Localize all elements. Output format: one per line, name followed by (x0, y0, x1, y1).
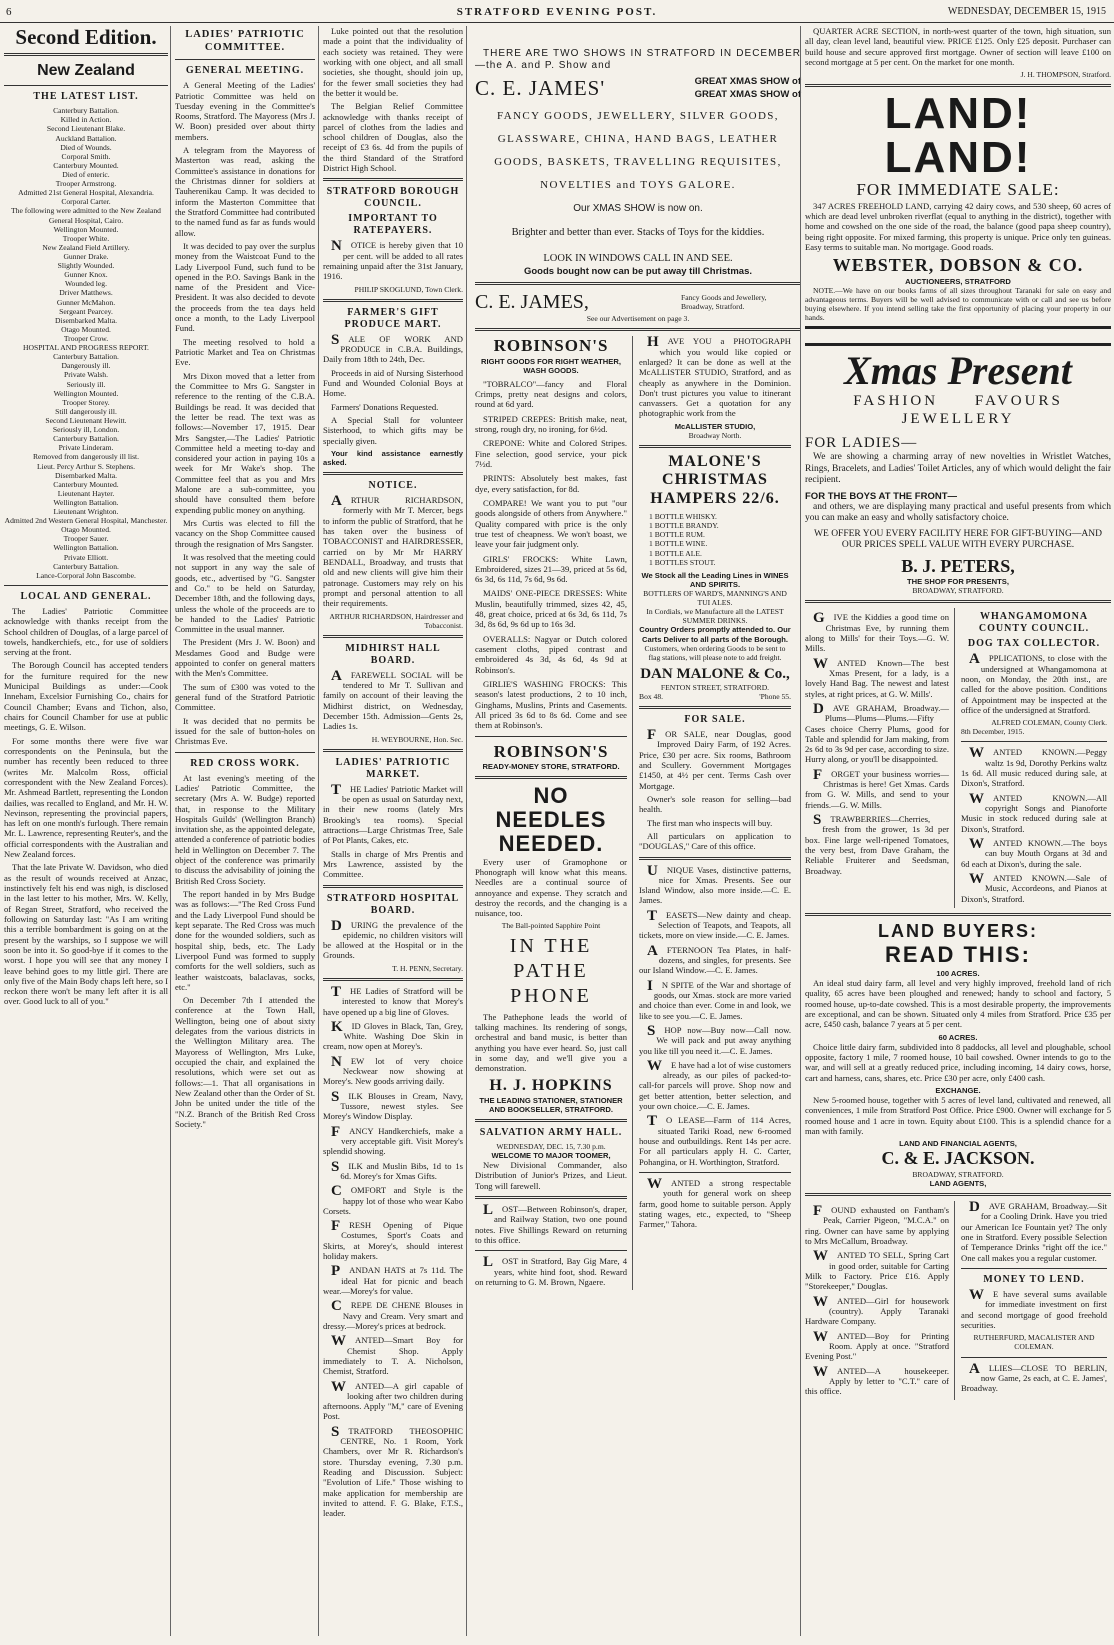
hospital-notice: DURING the prevalence of the epidemic, no children visitors will be allowed at the Hospital or in the Grounds. (323, 917, 463, 961)
list-item: Removed from dangerously ill list. (32, 452, 140, 462)
midhirst-signature: H. WEYBOURNE, Hon. Sec. (371, 734, 463, 744)
money-signature: RUTHERFURD, MACALISTER AND COLEMAN. (973, 1333, 1095, 1352)
jackson-name: C. & E. JACKSON. (881, 1148, 1035, 1169)
list-item: Disembarked Malta. (55, 315, 117, 325)
lost-notes: LOST—Between Robinson's, draper, and Railway Station, two one pound notes. Five Shillings Reward on returning to this office. (475, 1202, 627, 1245)
general-meeting-heading: GENERAL MEETING. (185, 65, 305, 77)
robinsons-item: CREPONE: White and Colored Stripes. Fine selection, good service, your pick 7½d. (475, 438, 627, 470)
robinsons-item: PRINTS: Absolutely best makes, fast dye, every satisfaction, for 8d. (475, 473, 627, 494)
hamper-item: 1 BOTTLE ALE. (649, 548, 702, 558)
robinsons-item: GIRLS' FROCKS: White Lawn, Embroidered, sizes 21—39, priced at 5s 6d, 6s 3d, 6s 11d, 7s 6d, 9s 6d. (475, 553, 627, 585)
list-item: Corporal Carter. (61, 197, 111, 207)
lease-advert: TO LEASE—Farm of 114 Acres, situated Tariki Road, new 6-roomed house and outbuildings. Rent 14s per acre. For all particulars apply H. C. Carter, Pohangina, or H. Worthington, Stratford. (639, 1113, 791, 1167)
goods-bought-now: Goods bought now can be put away till Christmas. (523, 265, 753, 277)
robinsons-sub: RIGHT GOODS FOR RIGHT WEATHER, (481, 356, 621, 366)
news-paragraph: On December 7th I attended the conference at the Town Hall, Wellington, being one of about sixty delegates from the various districts in the Wellington Military area. The Mayoress of Wellington, Mrs Luke, occupied the chair, and explained the resolutions, which were set out as follows:—1. That all organisations in New Zealand other than the Order of St. John be united under the title of the "N.Z. Branch of the British Red Cross Society." (175, 995, 315, 1129)
malone-name: DAN MALONE & Co., (640, 665, 790, 682)
great-xmas-show-2: GREAT XMAS SHOW of (694, 88, 801, 100)
borough-council-heading: STRATFORD BOROUGH COUNCIL. (326, 186, 460, 210)
robinsons-item: "TOBRALCO"—fancy and Floral Crimps, pretty neat designs and colors, round at 6d yard. (475, 378, 627, 410)
james-small-ads (639, 862, 791, 1112)
list-item: Wounded leg. (65, 279, 107, 289)
decorative-border (805, 326, 1111, 346)
small-advert: WANTED—Girl for housework (country). Apply Taranaki Hardware Company. (805, 1293, 949, 1327)
whanga-date: 8th December, 1915. (961, 727, 1025, 737)
malone-column (639, 336, 791, 1290)
wanted-youth: WANTED a strong respectable youth for general work on sheep farm, good home to suitable person. Apply stating wages, etc., expected, to "Sheep Farmer," Tahora. (639, 1175, 791, 1230)
boys-text: and others, we are displaying many practical and useful presents from which you can make an easy and wholly satisfactory choice. (805, 502, 1111, 524)
list-item: Died of enteric. (62, 170, 110, 179)
list-item: Sergeant Pearcey. (59, 306, 113, 316)
acres-100-text: An ideal stud dairy farm, all level and very highly improved, freehold land of rich quality, 65 acres have been ploughed and renewed; handy to school and factory, 5 roomed house, up-to-date cowshed. This is a most desirable property, the improvements are exceptional, and can be shown. Situated only 4 miles from Stratford. Price £35 per acre, £450 cash, balance 7 years at 5 per cent. (805, 977, 1111, 1030)
land-heading: LAND! LAND! (884, 89, 1032, 183)
for-sale-heading: FOR SALE. (684, 714, 746, 726)
news-paragraph: The Ladies' Patriotic Committee acknowledge with thanks receipt from the School children of Douglas, of a large parcel of towels, handkerchiefs, etc., for use of soldiers serving at the front. (4, 605, 168, 658)
red-cross-report (175, 773, 315, 1130)
list-item: Canterbury Mounted. (53, 160, 119, 170)
edition-heading: Second Edition. (15, 26, 157, 49)
news-paragraph: That the late Private W. Davidson, who died as the result of wounds received at Anzac, instinctively felt his end was nigh, is disclosed in the last letter to his mother, Mrs. W. Kelly, of Regan Street, Stratford, who received the following on Saturday last: "As I am writing this a terrible bombardment is going on at the present by the warships, so I suppose we will soon be into it. So good-bye if it comes to the worst. I hope you will see that any money I leave behind goes to my little girl. There are only five of the Main Body chaps left here, so I reckon there won't be many left after it is all over. Good luck to all of you." (4, 862, 168, 1007)
small-advert: DAVE GRAHAM, Broadway.—Plums—Plums—Plums.—Fifty Cases choice Cherry Plums, good for Table and splendid for Jam making, from 2s 6d to 3s 9d per case, according to size. Hurry along, or you'll be disappointed. (805, 700, 949, 765)
list-item: Trooper Crow. (63, 333, 109, 343)
acres-60: 60 ACRES. (938, 1032, 978, 1042)
news-paragraph: The Borough Council has accepted tenders for the furniture required for the new Municipal Buildings as under:—Cook Inneham, Excelsior Furnishing Co., chairs for Council Chamber; Evans and Tichon, also, chairs for Council Chamber for use at public meetings, G. E. Wilson. (4, 660, 168, 733)
newspaper-title: STRATFORD EVENING POST. (456, 6, 658, 18)
news-paragraph: The meeting resolved to hold a Patriotic Market and Tea on Christmas Eve. (175, 336, 315, 368)
hopkins-sub: THE LEADING STATIONER, STATIONER AND BOOKSELLER, STRATFORD. (479, 1095, 623, 1114)
small-advert: IN SPITE of the War and shortage of goods, our Xmas. stock are more varied and choice than ever. Come in and look, we like to see you.—C. E. James. (639, 977, 791, 1021)
small-advert: FOUND exhausted on Fantham's Peak, Carrier Pigeon, "M.C.A." on ring. Owner can have same by applying to Mrs McCallum, Broadway. (805, 1203, 949, 1247)
hamper-item: 1 BOTTLE WINE. (649, 539, 708, 549)
list-item: Slightly Wounded. (57, 261, 115, 271)
read-this-heading: READ THIS: (885, 942, 1031, 968)
red-cross-heading: RED CROSS WORK. (190, 757, 300, 769)
list-item: Gunner Knox. (64, 270, 108, 280)
mart-proceeds: Proceeds in aid of Nursing Sisterhood Fund and Wounded Colonial Boys at Home. (323, 367, 463, 399)
list-item: Wellington Mounted. (53, 388, 119, 398)
section-heading: New Zealand (37, 62, 135, 80)
webster-dobson: WEBSTER, DOBSON & CO. (832, 255, 1084, 276)
column-3 (318, 26, 467, 1636)
list-item: Gunner McMahon. (56, 297, 116, 307)
list-item: Private Linderam. (58, 443, 114, 453)
list-item: Private Walsh. (64, 370, 108, 380)
hamper-item: 1 BOTTLE RUM. (649, 530, 705, 540)
list-item: Trooper Sauer. (63, 534, 109, 544)
farewell-social: AFAREWELL SOCIAL will be tendered to Mr T. Sullivan and family on account of their leaving the Midhirst district, on Wednesday, December 15th. Admission—Gents 2s, Ladies 1s. (323, 667, 463, 732)
malone-box: Box 48. (639, 692, 664, 701)
small-advert: THE Ladies of Stratford will be interested to know that Morey's have opened up a big line of Gloves. (323, 983, 463, 1017)
brighter-text: Brighter and better than ever. Stacks of Toys for the kiddies. (511, 226, 765, 238)
list-item: Trooper Armstrong. (55, 179, 117, 189)
small-advert: WE have had a lot of wise customers already, as our piles of packed-to-call-for parcels will prove. Shop now and get better attention, better selection, and your own choice.—C. E. James. (639, 1057, 791, 1112)
list-item: Disembarked Malta. (55, 470, 117, 480)
robinsons-item: GIRLIE'S WASHING FROCKS: This season's latest productions, 2 to 10 inch, Ginghams, Muslins, Prints and Casements. All priced 3s 6d to 8s 6d. Come and see them at Robinson's. (475, 678, 627, 731)
xmas-present-heading: Xmas Present (844, 348, 1072, 394)
list-item: HOSPITAL AND PROGRESS REPORT. (23, 343, 149, 353)
meeting-report (175, 80, 315, 746)
fashion-favours: FASHION FAVOURS (853, 393, 1063, 410)
thompson-signature: J. H. THOMPSON, Stratford. (1020, 70, 1111, 80)
news-paragraph: Mrs Dixon moved that a letter from the Committee to Mrs G. Sangster in reference to the renting of the C.B.A. Buildings be read. It was decided that the letter be read. The text was as follows:—November 17, 1915. Dear Mrs Sangster,—The Ladies' Patriotic Committee held a meeting to-day and considered your action in paying 10s a week for Mr Wake's shop. The Committee feel that as you and Mrs Malone are a sub-committee, you should have consulted them before expending public money on anything. (175, 370, 315, 515)
left-small-ads (805, 612, 949, 876)
xmas-show-now-on: Our XMAS SHOW is now on. (573, 202, 703, 214)
robinsons-title-2: ROBINSON'S (493, 741, 609, 761)
rates-notice: NOTICE is hereby given that 10 per cent. will be added to all rates remaining unpaid after the 31st January, 1916. (323, 238, 463, 282)
small-advert: TEASETS—New dainty and cheap. Selection of Teapots, and Teapots, all tickets, more on view inside.—C. E. James. (639, 907, 791, 941)
auctioneers: AUCTIONEERS, STRATFORD (905, 276, 1011, 286)
for-boys: FOR THE BOYS AT THE FRONT— (805, 490, 957, 502)
small-advert: WANTED KNOWN.—Peggy waltz 1s 9d, Dorothy Perkins waltz 1s 6d. All music reduced during sale, at Dixon's, Stratford. (961, 745, 1107, 789)
midhirst-heading: MIDHIRST HALL BOARD. (345, 642, 441, 666)
whanga-applications: APPLICATIONS, to close with the undersigned at Whangamomona at noon, on Monday, the 20th inst., are called for the above position. Conditions of Appointment may be inspected at the office of the undersigned at Stratford. (961, 651, 1107, 715)
news-paragraph: It was decided that no permits be issued for the sale of button-holes on Christmas Eve. (175, 715, 315, 747)
lost-mare: LOST in Stratford, Bay Gig Mare, 4 years, white hind foot, shod. Reward on returning to G. M. Brown, Ngaere. (475, 1254, 627, 1287)
list-item: Admitted 2nd Western General Hospital, Manchester. (4, 516, 168, 526)
quarter-acre: QUARTER ACRE SECTION, in north-west quarter of the town, high situation, sun all day, clean level land, beautiful view. PRICE £125. Only £25 deposit. Purchaser can build house and secure approved first mortgage. Owner of section will leave £100 on second mortgage at 5 per cent. On the market for one month. (805, 26, 1111, 67)
list-item: Still dangerously ill. (55, 406, 117, 416)
small-advert: COMFORT and Style is the happy lot of those who wear Kabo Corsets. (323, 1183, 463, 1216)
coleman-signature: ALFRED COLEMAN, County Clerk. (991, 718, 1107, 728)
latest-list-heading: THE LATEST LIST. (33, 91, 139, 103)
pathe-line-2: PATHE (513, 959, 589, 982)
list-item: New Zealand Field Artillery. (42, 242, 130, 252)
pathe-line-1: IN THE (509, 934, 593, 957)
news-paragraph: The sum of £300 was voted to the general fund of the Stratford Patriotic Committee. (175, 681, 315, 713)
small-advert: WANTED KNOWN.—The boys can buy Mouth Organs at 3d and 6d each at Dixon's, during the sale. (961, 835, 1107, 869)
list-item: Killed in Action. (60, 115, 112, 125)
robinsons-store: READY-MONEY STORE, STRATFORD. (482, 761, 620, 771)
peters-address: BROADWAY, STRATFORD. (912, 586, 1004, 596)
small-advert: WANTED KNOWN.—All copyright Songs and Pianoforte Music in stock reduced during sale at Dixon's, Stratford. (961, 790, 1107, 834)
news-paragraph: It was resolved that the meeting could not support in any way the sale of goods, etc., advertised by "G. Sangster and Co." to be held on Saturday, December 18th, and the following days, unless the whole of the proceeds are to be handed to the Ladies' Patriotic Committee in the usual manner. (175, 551, 315, 635)
news-paragraph: For some months there were five war correspondents on the Peninsula, but the number has recently been reduced to three (writes Mr. Malcolm Ross, official correspondent with the New Zealand Forces). Mr. Ashmead Bartlett, representing the London dailies, was recalled to England, and Mr. H. W. Nevinson, representing the provincial papers, has left on one month's furlough. There remain Mr. L. Lawrence, representing Reuter's, and the official correspondents with the Australian and New Zealand forces. (4, 735, 168, 860)
small-advert: KID Gloves in Black, Tan, Grey, White. Washing Doe Skin in cream, now open at Morey's. (323, 1018, 463, 1052)
list-item: Driver Matthews. (59, 288, 113, 298)
james-name: C. E. JAMES' (475, 76, 606, 100)
news-paragraph: At last evening's meeting of the Ladies' Patriotic Committee, the secretary (Mrs A. W. Budge) reported that, in response to the Military Hospitals Guilds' (Wellington Branch) invitation she, as the appointed delegate, attended a conference of patriotic bodies held in Wellington on December 7. The object of the conference was primarily to discuss the advisability of joining the British Red Cross Society. (175, 772, 315, 886)
two-shows-intro: THERE ARE TWO SHOWS IN STRATFORD IN DECEMBER—the A. and P. Show and (475, 48, 801, 71)
pathe-line-3: PHONE (510, 984, 592, 1007)
small-advert: GIVE the Kiddies a good time on Christmas Eve, by running them along to Mills' for their Toys.—G. W. Mills. (805, 610, 949, 654)
malone-address: FENTON STREET, STRATFORD. (660, 682, 770, 692)
jackson-land-agents: LAND AGENTS, (929, 1179, 987, 1189)
small-advert: NEW lot of very choice Neckwear now showing at Morey's. New goods arriving daily. (323, 1053, 463, 1087)
richardson-notice: ARTHUR RICHARDSON, formerly with Mr T. Mercer, begs to inform the public of Stratford, that he has taken over the business of TOBACCONIST and HAIRDRESSER, carried on by Mr Mr HARRY BENDALL, Broadway, and trusts that old and new clients will give him their patronage. Customers may rely on his prompt and personal attention to all their requirements. (323, 493, 463, 609)
land-agents-heading: LAND AND FINANCIAL AGENTS, (899, 1139, 1017, 1149)
hamper-list (649, 512, 791, 567)
cordials: In Cordials, we Manufacture all the LATEST SUMMER DRINKS. (646, 607, 784, 626)
customers-note: Customers, when ordering Goods to be sent to flag stations, will please note to add freight. (644, 643, 786, 662)
belgian-relief-text (323, 26, 463, 173)
patriotic-market-text: THE Ladies' Patriotic Market will be open as usual on Saturday next, in their new rooms (lately Mrs Brooking's tea rooms). Special attractions—Large Christmas Tree, Sale of Pot Plants, Cakes, etc. (323, 781, 463, 846)
list-item: Second Lieutenant Hewitt. (45, 415, 127, 425)
column-2 (170, 26, 319, 1636)
small-advert: WANTED Known—The best Xmas Present, for a lady, is a lovely Hand Bag. The newest and latest styles, at right prices, at G. W. Mills'. (805, 655, 949, 699)
douglas-farm: FOR SALE, near Douglas, good Improved Dairy Farm, of 192 Acres. Price, £30 per acre. Six rooms, Bathroom and Scullery. Government Mortgages £1450, at 4½ per cent. Terms Cash over Mortgage. (639, 727, 791, 791)
mart-assistance: Your kind assistance earnestly asked. (323, 448, 463, 467)
bottom-right-ads (961, 1201, 1107, 1400)
money-text: WE have several sums available for immediate investment on first and second mortgage of good freehold securities. (961, 1287, 1107, 1330)
exchange-heading: EXCHANGE. (935, 1085, 981, 1095)
list-item: Canterbury Battalion. (53, 434, 119, 444)
small-advert: SILK and Muslin Bibs, 1d to 1s 6d. Morey's for Xmas Gifts. (331, 1158, 463, 1181)
mart-special-stall: A Special Stall for volunteer Sisterhood, to which gifts may be specially given. (323, 414, 463, 446)
james-name-2: C. E. JAMES, (475, 291, 589, 314)
list-item: Second Lieutenant Blake. (46, 124, 126, 134)
list-item: Seriously ill. (66, 379, 106, 389)
mcallister-studio: McALLISTER STUDIO, (674, 421, 756, 431)
patriotic-committee-heading: LADIES' PATRIOTIC COMMITTEE. (185, 29, 305, 53)
acres-100: 100 ACRES. (936, 968, 980, 978)
patriotic-market-heading: LADIES' PATRIOTIC MARKET. (335, 756, 451, 780)
whanga-heading: WHANGAMOMONA COUNTY COUNCIL. (978, 611, 1090, 635)
local-general-text (4, 606, 168, 1007)
robinsons-title: ROBINSON'S (493, 336, 609, 356)
list-item: Otago Mounted. (61, 324, 111, 334)
ladies-text: We are showing a charming array of new novelties in Wristlet Watches, Rings, Bracelets, and Ladies' Toilet Articles, any of which would delight the fair recipient. (805, 452, 1111, 486)
acres-60-text: Choice little dairy farm, subdivided into 8 paddocks, all level and ploughable, school opposite, factory 1 mile, 7 roomed house, 10 bail cowshed. Owner intends to go to the war, and will sell at a greatly reduced price, including incoming, 14 dairy cows, horse, cart and harness, cans, shares, etc. Price £30 per acre, only £400 cash. (805, 1041, 1111, 1083)
list-item: Admitted 21st General Hospital, Alexandria. (18, 188, 154, 198)
robinsons-items (475, 379, 627, 731)
hopkins-name: H. J. HOPKINS (489, 1077, 613, 1095)
list-item: Wellington Battalion. (53, 497, 119, 507)
list-item: Canterbury Battalion. (53, 561, 119, 571)
robinsons-item: STRIPED CREPES: British make, neat, strong, rough dry, no ironing, for 6½d. (475, 413, 627, 435)
allies-game: ALLIES—CLOSE TO BERLIN, now Game, 2s each, at C. E. James', Broadway. (961, 1360, 1107, 1394)
town-clerk-signature: PHILIP SKOGLUND, Town Clerk. (354, 284, 463, 294)
produce-mart-heading: FARMER'S GIFT PRODUCE MART. (344, 306, 442, 330)
news-paragraph: It was decided to pay over the surplus money from the Waistcoat Fund to the Lady Liverpool Fund, such fund to be opened in the P.O. Savings Bank in the name of the President and Vice-President. It was also decided to devote the proceeds from the tea days held once a month, to the Lady Liverpool Fund. (175, 240, 315, 334)
small-advert: CREPE DE CHENE Blouses in Navy and Cream. Very smart and dressy.—Morey's prices at bedrock. (323, 1298, 463, 1331)
list-item: Otago Mounted. (61, 525, 111, 535)
small-advert: SHOP now—Buy now—Call now. We will pack and put away anything you like till you need it.—C. E. James. (639, 1022, 791, 1056)
sale-reason: Owner's sole reason for selling—bad health. (639, 793, 791, 815)
salvation-heading: SALVATION ARMY HALL. (479, 1126, 623, 1138)
hospital-board-heading: STRATFORD HOSPITAL BOARD. (326, 892, 460, 916)
land-buyers-heading: LAND BUYERS: (877, 920, 1038, 941)
column-6 (800, 26, 1114, 1636)
for-ladies: FOR LADIES— (805, 435, 918, 452)
list-item: Lieutenant Hayter. (57, 488, 115, 498)
pathe-text: The Pathephone leads the world of talking machines. Its rendering of songs, orchestral and band music, is better than anything you have ever heard. So, just call in some day, and we'll give you a demonstration. (475, 1011, 627, 1074)
small-advert: SILK Blouses in Cream, Navy, Tussore, newest styles. See Morey's Window Display. (323, 1088, 463, 1122)
news-paragraph: Mrs Curtis was elected to fill the vacancy on the Shop Committee caused through the resignation of Mrs Sangster. (175, 518, 315, 549)
freehold-land-text: 347 ACRES FREEHOLD LAND, carrying 42 dairy cows, and 530 sheep, 60 acres of which are dead level unbroken riverflat (equal to anything in the district), together with home and cowshed on the one side of the road, the balance (good papa sheep country), being right opposite. For mixed farming, this property is unique. Price only ten guineas. Easy terms to suitable man. No mortgage. Good roads. (805, 200, 1111, 252)
sale-first-man: The first man who inspects will buy. (647, 817, 773, 828)
dixon-small-ads (961, 747, 1107, 903)
richardson-signature: ARTHUR RICHARDSON, Hairdresser and Tobacconist. (329, 611, 463, 630)
list-item: Gunner Drake. (63, 251, 109, 261)
mills-graham-ads (805, 608, 955, 907)
small-advert: FORGET your business worries—Christmas is here! Get Xmas. Cards from G. W. Mills, and send to your friends.—G. W. Mills. (805, 766, 949, 810)
see-advertisement: See our Advertisement on page 3. (586, 314, 690, 324)
peters-sub: THE SHOP FOR PRESENTS, (907, 577, 1009, 587)
column-4 (466, 26, 809, 1636)
small-advert: WANTED—A girl capable of looking after two children during afternoons. Apply "M," care of Evening Post. (323, 1378, 463, 1422)
country-orders: Country Orders promptly attended to. Our Carts Deliver to all parts of the Borough. (639, 625, 791, 644)
malone-phone: 'Phone 55. (759, 692, 791, 701)
news-paragraph: A telegram from the Mayoress of Masterton was read, asking the Committee's assistance in donations for the Christmas dinner for soldiers at Tauherenikau Camp. It was decided to inform the Masterton Committee that the Stratford Committee had contributed to the named fund as far as funds would allow. (175, 145, 315, 238)
small-advert: WANTED TO SELL, Spring Cart in good order, suitable for Carting Milk to Factory. Price £16. Apply "Storekeeper," Douglas. (805, 1248, 949, 1292)
small-advert: UNIQUE Vases, distinctive patterns, nice for Xmas. Presents. See our Island Window, also more inside.—C. E. James. (639, 862, 791, 906)
list-item: Trooper White. (62, 233, 110, 243)
jackson-address: BROADWAY, STRATFORD. (912, 1169, 1004, 1179)
sale-particulars: All particulars on application to "DOUGLAS," Care of this office. (639, 830, 791, 852)
welcome-toomer: WELCOME TO MAJOR TOOMER, (491, 1150, 611, 1160)
small-advert: WANTED—A housekeeper. Apply by letter to "C.T." care of this office. (805, 1363, 949, 1397)
news-paragraph: The President (Mrs J. W. Boon) and Mesdames Good and Budge were appointed to confer on general matters with the Men's Committee. (175, 637, 315, 679)
list-item: Died of Wounds. (60, 142, 112, 152)
hamper-item: 1 BOTTLES STOUT. (649, 557, 716, 567)
bottom-left-ads (805, 1201, 955, 1400)
photo-advert: HAVE YOU a PHOTOGRAPH which you would like copied or enlarged? It can be done as well at the McALLISTER STUDIO, Stratford, and as cheaply as anywhere in the Dominion. Don't trust pictures you value to itinerant canvassers. Get a quotation for any photographic work from the (639, 334, 791, 419)
hamper-item: 1 BOTTLE WHISKY. (649, 512, 717, 522)
column-1 (4, 26, 168, 1636)
robinsons-item: COMPARE! We want you to put "our goods alongside of others from Anywhere." Quality compared with price is the only true test of cheapness. We won't boast, we leave your fair judgment only. (475, 497, 627, 550)
robinsons-item: OVERALLS: Nagyar or Dutch colored casement cloths, piped contrast and embroidered 4s 3d, 4s 6d, 4s 9d at Robinson's. (475, 633, 627, 675)
news-paragraph: Luke pointed out that the resolution made a point that the individuality of each society was retained. They were working with one object, and all small societies, she thought, should join up, for the fewer small societies they had the better it would be. (323, 26, 463, 98)
issue-date: WEDNESDAY, DECEMBER 15, 1915 (947, 6, 1106, 17)
news-paragraph: The report handed in by Mrs Budge was as follows:—"The Red Cross Fund and the Lady Liverpool Fund should be kept separate. The Red Cross was much done for the wounded soldiers, such as hospital ship, beds, etc. The Lady Liverpool Fund was formed to supply comforts for the well soldiers, such as leather waistcoats, balaclavas, socks, etc." (175, 889, 315, 992)
mart-donations: Farmers' Donations Requested. (331, 401, 439, 412)
small-advert: PANDAN HATS at 7s 11d. The ideal Hat for picnic and beach wear.—Morey's for value. (323, 1263, 463, 1297)
goods-list: FANCY GOODS, JEWELLERY, SILVER GOODS, GLASSWARE, CHINA, HAND BAGS, LEATHER GOODS, BASKETS, TRAVELLING REQUISITES, NOVELTIES and TOYS GALORE. (494, 110, 782, 192)
list-item: Trooper Storey. (62, 397, 110, 407)
small-advert: WANTED—Smart Boy for Chemist Shop. Apply immediately to T. A. Nicholson, Chemist, Stratford. (323, 1333, 463, 1377)
list-item: Auckland Battalion. (55, 133, 117, 143)
list-item: Lieutenant Wrighton. (53, 507, 119, 517)
webster-note: NOTE.—We have on our books farms of all sizes throughout Taranaki for sale on easy and advantageous terms. Buyers will be well advised to communicate with or call and see us before buying elsewhere. If you intend selling take the first opportunity of placing your property in our hands. (805, 286, 1111, 323)
list-item: The following were admitted to the New Zealand General Hospital, Cairo. (11, 206, 161, 225)
small-advert: AFTERNOON Tea Plates, in half-dozens, and singles, for presents. See our Island Window.—C. E. James. (639, 942, 791, 976)
exchange-text: New 5-roomed house, together with 5 acres of level land, cultivated and renewed, all conveniences, 1 mile from Stratford Post Office. Price £900. Owner will exchange for 5 roomed house and 1 acre in town. Equity about £100. This is a splendid chance for a man with family. (805, 1094, 1111, 1136)
great-xmas-show-1: GREAT XMAS SHOW of (694, 76, 801, 88)
list-item: Seriously ill, London. (52, 425, 120, 435)
no-needles-heading: NO NEEDLES NEEDED. (495, 783, 607, 857)
sapphire-point: The Ball-pointed Sapphire Point (501, 921, 601, 931)
casualty-list (4, 106, 168, 580)
notice-heading: NOTICE. (368, 480, 418, 492)
list-item: Lance-Corporal John Bascombe. (36, 570, 136, 580)
robinsons-advert (475, 336, 633, 1290)
sale-of-work: SALE OF WORK AND PRODUCE in C.B.A. Buildings, Daily from 18th to 24th, Dec. (323, 331, 463, 365)
masthead (0, 0, 1114, 23)
graham-cooling-drink: DAVE GRAHAM, Broadway.—Sit for a Cooling Drink. Have you tried our American Ice Fountain yet? The only one in Stratford. Every possible Selection of Temperance Drinks "right off the ice." One call makes you a regular customer. (961, 1199, 1107, 1263)
james-fancy-goods: Fancy Goods and Jewellery, Broadway, Stratford. (681, 293, 767, 312)
small-advert: FANCY Handkerchiefs, make a very acceptable gift. Visit Morey's splendid showing. (323, 1123, 463, 1157)
news-paragraph: The Belgian Relief Committee acknowledge with thanks receipt of parcel of clothes from the ladies and school children of Douglas, also the receipt of £3 6s. 4d from the pupils of the third Standard of the Stratford District High School. (323, 101, 463, 174)
salvation-text: New Divisional Commander, also Distribution of Junior's Prizes, and Lieut. Tong will farewell. (475, 1160, 627, 1191)
list-item: Canterbury Battalion. (53, 106, 119, 116)
page-number: 6 (6, 6, 14, 18)
small-advert: STRATFORD THEOSOPHIC CENTRE, No. 1 Room, York Chambers, over Mr R. Richardson's store. Thursday evening, 7.30 p.m. Reading and Discussion. Subject: "Evolution of Life." Those wishing to make application for membership are invited to attend. F. G. Blake, F.T.S., leader. (323, 1423, 463, 1519)
list-item: Wellington Mounted. (53, 224, 119, 234)
list-item: Canterbury Mounted. (53, 479, 119, 489)
bottlers: BOTTLERS OF WARD'S, MANNING'S AND TUI ALES. (643, 589, 787, 608)
list-item: Private Elliott. (63, 552, 109, 562)
whanga-dixon-ads (961, 608, 1107, 907)
offer-text: WE OFFER YOU EVERY FACILITY HERE FOR GIFT-BUYING—AND OUR PRICES SPELL VALUE WITH EVERY PURCHASE. (814, 528, 1102, 551)
list-item: Lieut. Percy Arthur S. Stephens. (36, 461, 136, 471)
studio-address: Broadway North. (688, 430, 742, 440)
local-general-heading: LOCAL AND GENERAL. (20, 590, 152, 602)
small-advertisements (323, 983, 463, 1519)
small-advert: WANTED KNOWN.—Sale of Music, Accordeons, and Pianos at Dixon's, Stratford. (961, 870, 1107, 904)
jewellery-heading: JEWELLERY (901, 411, 1015, 428)
small-advert: WANTED—Boy for Printing Room. Apply at once. "Stratford Evening Post." (805, 1328, 949, 1362)
list-item: Corporal Smith. (61, 151, 111, 161)
robinsons-item: MAIDS' ONE-PIECE DRESSES: White Muslin, beautifully trimmed, sizes 42, 45, 48, great choice, priced at 6s 3d, 6s 11d, 7s 3d, 8s 6d, 9s 6d up to 16s 3d. (475, 588, 627, 630)
look-in-windows: LOOK IN WINDOWS CALL IN AND SEE. (543, 253, 733, 265)
news-paragraph: A General Meeting of the Ladies' Patriotic Committee was held on Tuesday evening in the Committee's Rooms, Stratford. The Mayoress (Mrs J. W. Boon) presided over about thirty members. (175, 80, 315, 142)
small-advert: STRAWBERRIES—Cherries, fresh from the grower, 1s 3d per box. Fine large well-ripened Tomatoes, the very best, from Dave Graham, the Reliable Fruiterer and Seedsman, Broadway. (805, 812, 949, 876)
hamper-item: 1 BOTTLE BRANDY. (649, 521, 719, 531)
list-item: Dangerously ill. (61, 361, 111, 371)
robinsons-wash-goods: WASH GOODS. (523, 365, 579, 375)
hampers-heading: MALONE'S CHRISTMAS HAMPERS 22/6. (650, 452, 780, 507)
ratepayers-heading: IMPORTANT TO RATEPAYERS. (348, 213, 438, 237)
hospital-signature: T. H. PENN, Secretary. (392, 963, 463, 973)
list-item: Wellington Battalion. (53, 543, 119, 553)
wines-spirits: We Stock all the Leading Lines in WINES AND SPIRITS. (641, 570, 789, 589)
peters-name: B. J. PETERS, (901, 555, 1015, 576)
patriotic-market-stalls: Stalls in charge of Mrs Prentis and Mrs Lawrence, assisted by the Committee. (323, 848, 463, 880)
no-needles-text: Every user of Gramophone or Phonograph will know what this means. Needles are a continual source of annoyance and expense. They scratch and destroy the records, and the changing is a nuisance, too. (475, 856, 627, 919)
small-advert: FRESH Opening of Pique Costumes, Sport's Coats and Skirts, at Morey's, should interest holiday makers. (323, 1218, 463, 1262)
immediate-sale: FOR IMMEDIATE SALE: (856, 180, 1060, 200)
dog-tax-heading: DOG TAX COLLECTOR. (967, 638, 1101, 650)
salvation-date: WEDNESDAY, DEC. 15, 7.30 p.m. (496, 1141, 606, 1151)
list-item: Canterbury Battalion. (53, 352, 119, 362)
money-to-lend-heading: MONEY TO LEND. (983, 1274, 1085, 1286)
